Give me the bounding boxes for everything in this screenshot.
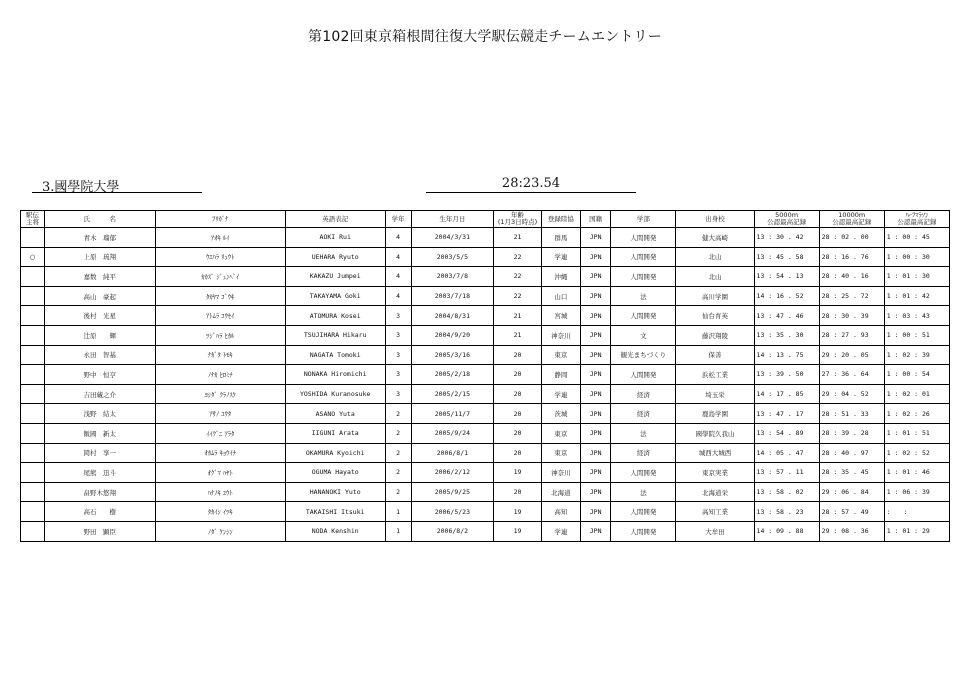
table-row (21, 482, 950, 502)
cell-half: 1 : 01 : 29 (884, 521, 949, 541)
cell-age: 19 (494, 463, 542, 483)
cell-5000: 14 : 05 . 47 (754, 443, 819, 463)
cell-school: 健大高崎 (676, 228, 754, 248)
cell-captain (21, 384, 45, 404)
cell-name: 青木 瑠郁 (44, 228, 155, 248)
cell-grade: 4 (385, 267, 411, 287)
cell-10000: 28 : 16 . 76 (819, 247, 884, 267)
table-row (21, 247, 950, 267)
cell-5000: 13 : 47 . 46 (754, 306, 819, 326)
table-header-row (21, 211, 950, 228)
cell-school: 北山 (676, 247, 754, 267)
table-row (21, 502, 950, 522)
cell-kana: ｵｶﾑﾗ ｷｮｳｲﾁ (155, 443, 285, 463)
table-row (21, 365, 950, 385)
cell-kana: ｱﾄﾑﾗ ｺｳｾｲ (155, 306, 285, 326)
cell-birth: 2005/2/15 (411, 384, 493, 404)
cell-captain (21, 365, 45, 385)
cell-grade: 3 (385, 345, 411, 365)
table-row (21, 423, 950, 443)
cell-10000: 29 : 20 . 05 (819, 345, 884, 365)
cell-nation: JPN (580, 423, 610, 443)
cell-pref: 群馬 (541, 228, 580, 248)
cell-pref: 北海道 (541, 482, 580, 502)
page-title: 第102回東京箱根間往復大学駅伝競走チームエントリー (308, 29, 662, 45)
table-row (21, 267, 950, 287)
cell-kana: ﾉﾀﾞ ｹﾝｼﾝ (155, 521, 285, 541)
cell-name: 畠野木悠翔 (44, 482, 155, 502)
col-english: 英語表記 (285, 211, 385, 228)
cell-faculty: 法 (611, 482, 676, 502)
col-name: 氏 名 (44, 211, 155, 228)
cell-english: NODA Kenshin (285, 521, 385, 541)
cell-birth: 2006/8/1 (411, 443, 493, 463)
cell-kana: ｱｻﾉ ﾕｳﾀ (155, 404, 285, 424)
cell-pref: 高知 (541, 502, 580, 522)
cell-pref: 東京 (541, 423, 580, 443)
cell-nation: JPN (580, 482, 610, 502)
cell-kana: ﾊﾅﾉｷ ﾕｳﾄ (155, 482, 285, 502)
cell-pref: 学連 (541, 247, 580, 267)
cell-10000: 29 : 08 . 36 (819, 521, 884, 541)
cell-birth: 2005/2/18 (411, 365, 493, 385)
cell-half: 1 : 01 : 42 (884, 286, 949, 306)
cell-faculty: 経済 (611, 443, 676, 463)
cell-kana: ﾖｼﾀﾞ ｸﾗﾉｽｹ (155, 384, 285, 404)
cell-nation: JPN (580, 404, 610, 424)
cell-10000: 28 : 35 . 45 (819, 463, 884, 483)
cell-pref: 沖縄 (541, 267, 580, 287)
col-birth: 生年月日 (411, 211, 493, 228)
cell-grade: 3 (385, 325, 411, 345)
cell-faculty: 法 (611, 286, 676, 306)
cell-age: 20 (494, 365, 542, 385)
cell-half: 1 : 02 : 52 (884, 443, 949, 463)
cell-name: 野田 顕臣 (44, 521, 155, 541)
cell-name: 高山 豪起 (44, 286, 155, 306)
cell-school: 埼玉栄 (676, 384, 754, 404)
col-captain: 駅伝 主将 (21, 211, 45, 228)
cell-english: YOSHIDA Kuranosuke (285, 384, 385, 404)
table-row (21, 306, 950, 326)
team-time-block (426, 176, 636, 191)
cell-kana: ｱｵｷ ﾙｲ (155, 228, 285, 248)
cell-birth: 2003/7/8 (411, 267, 493, 287)
cell-name: 後村 光星 (44, 306, 155, 326)
cell-english: TAKAYAMA Goki (285, 286, 385, 306)
cell-school: 高川学園 (676, 286, 754, 306)
cell-10000: 28 : 25 . 72 (819, 286, 884, 306)
cell-half: 1 : 03 : 43 (884, 306, 949, 326)
cell-age: 21 (494, 325, 542, 345)
cell-pref: 神奈川 (541, 463, 580, 483)
cell-faculty: 人間開発 (611, 502, 676, 522)
cell-nation: JPN (580, 325, 610, 345)
cell-nation: JPN (580, 286, 610, 306)
cell-grade: 1 (385, 502, 411, 522)
cell-captain (21, 443, 45, 463)
cell-5000: 13 : 58 . 23 (754, 502, 819, 522)
cell-half: 1 : 00 : 54 (884, 365, 949, 385)
cell-10000: 29 : 04 . 52 (819, 384, 884, 404)
cell-kana: ｵｸﾞﾏ ﾊﾔﾄ (155, 463, 285, 483)
team-underline (32, 192, 202, 193)
cell-captain (21, 325, 45, 345)
cell-kana: ﾅｶﾞﾀ ﾄﾓｷ (155, 345, 285, 365)
cell-captain (21, 286, 45, 306)
cell-birth: 2004/3/31 (411, 228, 493, 248)
col-kana: ﾌﾘｶﾞﾅ (155, 211, 285, 228)
cell-nation: JPN (580, 463, 610, 483)
cell-half: : : (884, 502, 949, 522)
cell-grade: 2 (385, 482, 411, 502)
cell-10000: 28 : 57 . 49 (819, 502, 884, 522)
cell-age: 20 (494, 345, 542, 365)
cell-age: 20 (494, 482, 542, 502)
cell-name: 飯國 新太 (44, 423, 155, 443)
cell-grade: 2 (385, 463, 411, 483)
cell-english: UEHARA Ryuto (285, 247, 385, 267)
cell-nation: JPN (580, 267, 610, 287)
time-underline (426, 192, 636, 193)
cell-pref: 東京 (541, 443, 580, 463)
cell-grade: 3 (385, 365, 411, 385)
cell-birth: 2006/8/2 (411, 521, 493, 541)
cell-5000: 14 : 16 . 52 (754, 286, 819, 306)
cell-captain (21, 306, 45, 326)
cell-nation: JPN (580, 502, 610, 522)
cell-5000: 14 : 09 . 88 (754, 521, 819, 541)
cell-faculty: 人間開発 (611, 365, 676, 385)
cell-10000: 27 : 36 . 64 (819, 365, 884, 385)
table-row (21, 463, 950, 483)
table-row (21, 404, 950, 424)
cell-school: 國學院久我山 (676, 423, 754, 443)
cell-grade: 1 (385, 521, 411, 541)
table-row (21, 325, 950, 345)
cell-faculty: 人間開発 (611, 306, 676, 326)
cell-english: TSUJIHARA Hikaru (285, 325, 385, 345)
cell-pref: 学連 (541, 384, 580, 404)
cell-captain: ○ (21, 247, 45, 267)
cell-half: 1 : 02 : 26 (884, 404, 949, 424)
cell-grade: 2 (385, 423, 411, 443)
cell-nation: JPN (580, 345, 610, 365)
cell-birth: 2005/9/25 (411, 482, 493, 502)
cell-name: 尾熊 迅斗 (44, 463, 155, 483)
cell-half: 1 : 00 : 51 (884, 325, 949, 345)
cell-pref: 学連 (541, 521, 580, 541)
cell-age: 22 (494, 247, 542, 267)
cell-5000: 13 : 54 . 89 (754, 423, 819, 443)
cell-school: 高知工業 (676, 502, 754, 522)
cell-5000: 13 : 30 . 42 (754, 228, 819, 248)
cell-nation: JPN (580, 443, 610, 463)
cell-captain (21, 345, 45, 365)
cell-school: 浜松工業 (676, 365, 754, 385)
cell-birth: 2006/5/23 (411, 502, 493, 522)
cell-faculty: 人間開発 (611, 267, 676, 287)
cell-10000: 28 : 40 . 97 (819, 443, 884, 463)
cell-faculty: 人間開発 (611, 521, 676, 541)
cell-age: 19 (494, 521, 542, 541)
cell-half: 1 : 00 : 45 (884, 228, 949, 248)
cell-kana: ﾀｶｲｼ ｲﾂｷ (155, 502, 285, 522)
cell-captain (21, 404, 45, 424)
cell-english: AOKI Rui (285, 228, 385, 248)
cell-pref: 神奈川 (541, 325, 580, 345)
cell-birth: 2004/9/20 (411, 325, 493, 345)
cell-age: 19 (494, 502, 542, 522)
cell-school: 東京実業 (676, 463, 754, 483)
cell-faculty: 人間開発 (611, 247, 676, 267)
cell-english: OGUMA Hayato (285, 463, 385, 483)
cell-10000: 28 : 27 . 93 (819, 325, 884, 345)
cell-age: 22 (494, 286, 542, 306)
col-half: ﾊｰﾌﾏﾗｿﾝ 公認最高記録 (884, 211, 949, 228)
cell-name: 辻原 輝 (44, 325, 155, 345)
cell-5000: 13 : 35 . 30 (754, 325, 819, 345)
cell-age: 20 (494, 443, 542, 463)
cell-english: TAKAISHI Itsuki (285, 502, 385, 522)
cell-10000: 28 : 30 . 39 (819, 306, 884, 326)
cell-5000: 13 : 57 . 11 (754, 463, 819, 483)
cell-grade: 4 (385, 228, 411, 248)
team-time: 28:23.54 (501, 176, 561, 191)
cell-age: 21 (494, 306, 542, 326)
cell-name: 浅野 結太 (44, 404, 155, 424)
cell-10000: 28 : 39 . 28 (819, 423, 884, 443)
cell-pref: 宮城 (541, 306, 580, 326)
cell-pref: 茨城 (541, 404, 580, 424)
col-age: 年齢 (1月3日時点) (494, 211, 542, 228)
team-name: 3.國學院大學 (42, 180, 120, 195)
entry-table (20, 210, 950, 542)
cell-english: NAGATA Tomoki (285, 345, 385, 365)
cell-pref: 山口 (541, 286, 580, 306)
cell-captain (21, 521, 45, 541)
cell-english: OKAMURA Kyoichi (285, 443, 385, 463)
cell-grade: 2 (385, 443, 411, 463)
cell-name: 高石 樹 (44, 502, 155, 522)
cell-pref: 東京 (541, 345, 580, 365)
cell-age: 20 (494, 423, 542, 443)
cell-half: 1 : 01 : 51 (884, 423, 949, 443)
col-10000: 10000m 公認最高記録 (819, 211, 884, 228)
cell-faculty: 人間開発 (611, 463, 676, 483)
cell-5000: 13 : 47 . 17 (754, 404, 819, 424)
cell-nation: JPN (580, 247, 610, 267)
table-row (21, 228, 950, 248)
cell-10000: 29 : 06 . 84 (819, 482, 884, 502)
cell-kana: ﾉﾅｶ ﾋﾛﾐﾁ (155, 365, 285, 385)
cell-birth: 2004/8/31 (411, 306, 493, 326)
cell-captain (21, 423, 45, 443)
cell-captain (21, 228, 45, 248)
cell-nation: JPN (580, 306, 610, 326)
cell-nation: JPN (580, 521, 610, 541)
cell-nation: JPN (580, 365, 610, 385)
col-school: 出身校 (676, 211, 754, 228)
cell-school: 鹿島学園 (676, 404, 754, 424)
cell-grade: 3 (385, 384, 411, 404)
cell-captain (21, 502, 45, 522)
cell-school: 北海道栄 (676, 482, 754, 502)
cell-name: 永田 智基 (44, 345, 155, 365)
cell-kana: ｳｴﾊﾗ ﾘｭｳﾄ (155, 247, 285, 267)
cell-faculty: 文 (611, 325, 676, 345)
cell-school: 仙台育英 (676, 306, 754, 326)
col-nation: 国籍 (580, 211, 610, 228)
cell-half: 1 : 01 : 46 (884, 463, 949, 483)
cell-english: IIGUNI Arata (285, 423, 385, 443)
cell-age: 21 (494, 228, 542, 248)
cell-birth: 2005/9/24 (411, 423, 493, 443)
cell-5000: 13 : 39 . 50 (754, 365, 819, 385)
cell-half: 1 : 02 : 39 (884, 345, 949, 365)
cell-name: 嘉数 純平 (44, 267, 155, 287)
table-row (21, 384, 950, 404)
cell-english: NONAKA Hiromichi (285, 365, 385, 385)
col-faculty: 学部 (611, 211, 676, 228)
cell-faculty: 観光まちづくり (611, 345, 676, 365)
col-5000: 5000m 公認最高記録 (754, 211, 819, 228)
cell-5000: 14 : 13 . 75 (754, 345, 819, 365)
cell-name: 吉田蔵之介 (44, 384, 155, 404)
cell-name: 野中 恒亨 (44, 365, 155, 385)
cell-english: KAKAZU Jumpei (285, 267, 385, 287)
cell-birth: 2005/11/7 (411, 404, 493, 424)
cell-half: 1 : 01 : 30 (884, 267, 949, 287)
table-row (21, 521, 950, 541)
table-row (21, 443, 950, 463)
cell-birth: 2005/3/16 (411, 345, 493, 365)
cell-nation: JPN (580, 384, 610, 404)
cell-faculty: 法 (611, 423, 676, 443)
cell-english: ASANO Yuta (285, 404, 385, 424)
cell-5000: 14 : 17 . 85 (754, 384, 819, 404)
cell-half: 1 : 00 : 30 (884, 247, 949, 267)
cell-10000: 28 : 51 . 33 (819, 404, 884, 424)
cell-captain (21, 482, 45, 502)
cell-pref: 静岡 (541, 365, 580, 385)
cell-grade: 2 (385, 404, 411, 424)
cell-age: 20 (494, 404, 542, 424)
cell-grade: 3 (385, 306, 411, 326)
cell-school: 北山 (676, 267, 754, 287)
cell-nation: JPN (580, 228, 610, 248)
cell-faculty: 人間開発 (611, 228, 676, 248)
cell-school: 城西大城西 (676, 443, 754, 463)
cell-5000: 13 : 45 . 58 (754, 247, 819, 267)
cell-school: 大牟田 (676, 521, 754, 541)
cell-age: 20 (494, 384, 542, 404)
cell-kana: ｶｶｽﾞ ｼﾞｭﾝﾍﾟｲ (155, 267, 285, 287)
table-row (21, 286, 950, 306)
cell-kana: ﾀｶﾔﾏ ｺﾞｳｷ (155, 286, 285, 306)
cell-school: 藤沢翔陵 (676, 325, 754, 345)
col-grade: 学年 (385, 211, 411, 228)
cell-grade: 4 (385, 247, 411, 267)
cell-english: ATOMURA Kosei (285, 306, 385, 326)
cell-half: 1 : 06 : 39 (884, 482, 949, 502)
cell-10000: 28 : 40 . 16 (819, 267, 884, 287)
cell-faculty: 経済 (611, 404, 676, 424)
cell-captain (21, 463, 45, 483)
cell-birth: 2003/7/18 (411, 286, 493, 306)
cell-half: 1 : 02 : 01 (884, 384, 949, 404)
cell-age: 22 (494, 267, 542, 287)
cell-faculty: 経済 (611, 384, 676, 404)
cell-kana: ｲｲｸﾞﾆ ｱﾗﾀ (155, 423, 285, 443)
cell-captain (21, 267, 45, 287)
cell-5000: 13 : 54 . 13 (754, 267, 819, 287)
team-name-block (42, 176, 162, 195)
cell-name: 岡村 享一 (44, 443, 155, 463)
cell-5000: 13 : 58 . 02 (754, 482, 819, 502)
table-row (21, 345, 950, 365)
cell-english: HANANOKI Yuto (285, 482, 385, 502)
cell-kana: ﾂｼﾞﾊﾗ ﾋｶﾙ (155, 325, 285, 345)
cell-grade: 4 (385, 286, 411, 306)
cell-birth: 2003/5/5 (411, 247, 493, 267)
cell-10000: 28 : 02 . 00 (819, 228, 884, 248)
cell-name: 上原 琉翔 (44, 247, 155, 267)
col-pref: 登録陸協 (541, 211, 580, 228)
cell-birth: 2006/2/12 (411, 463, 493, 483)
cell-school: 保善 (676, 345, 754, 365)
